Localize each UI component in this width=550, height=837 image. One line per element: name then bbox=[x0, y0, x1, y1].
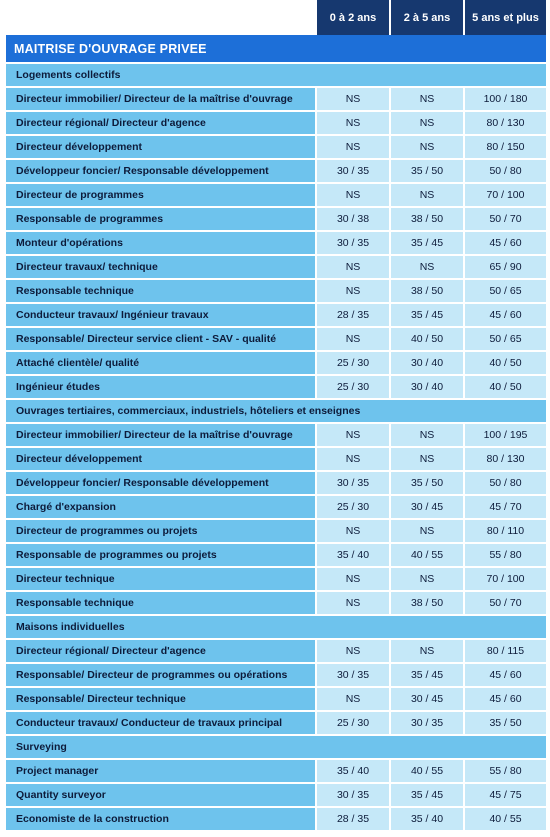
job-title-cell: Quantity surveyor bbox=[6, 782, 315, 806]
salary-range-cell: 50 / 80 bbox=[463, 470, 546, 494]
salary-range-cell: 50 / 80 bbox=[463, 158, 546, 182]
section-header-row bbox=[6, 614, 546, 638]
table-row bbox=[6, 302, 546, 326]
salary-range-cell: NS bbox=[389, 446, 463, 470]
salary-range-cell: 35 / 50 bbox=[463, 710, 546, 734]
salary-range-cell: 45 / 75 bbox=[463, 782, 546, 806]
table-row bbox=[6, 86, 546, 110]
job-title-cell: Responsable technique bbox=[6, 590, 315, 614]
table-row bbox=[6, 806, 546, 830]
salary-range-cell: NS bbox=[389, 182, 463, 206]
salary-range-cell: 35 / 45 bbox=[389, 302, 463, 326]
salary-range-cell: 40 / 50 bbox=[463, 350, 546, 374]
salary-range-cell: 30 / 40 bbox=[389, 374, 463, 398]
salary-range-cell: 80 / 130 bbox=[463, 446, 546, 470]
salary-range-cell: 45 / 70 bbox=[463, 494, 546, 518]
job-title-cell: Développeur foncier/ Responsable développement bbox=[6, 470, 315, 494]
table-row bbox=[6, 374, 546, 398]
salary-range-cell: 35 / 50 bbox=[389, 158, 463, 182]
job-title-cell: Directeur de programmes ou projets bbox=[6, 518, 315, 542]
salary-range-cell: 40 / 55 bbox=[389, 542, 463, 566]
salary-range-cell: 30 / 35 bbox=[315, 662, 389, 686]
table-body bbox=[6, 35, 546, 830]
job-title-cell: Directeur régional/ Directeur d'agence bbox=[6, 638, 315, 662]
salary-range-cell: NS bbox=[315, 518, 389, 542]
salary-range-cell: 50 / 65 bbox=[463, 278, 546, 302]
job-title-cell: Conducteur travaux/ Ingénieur travaux bbox=[6, 302, 315, 326]
salary-range-cell: 40 / 50 bbox=[463, 374, 546, 398]
salary-range-cell: NS bbox=[315, 590, 389, 614]
job-title-cell: Directeur de programmes bbox=[6, 182, 315, 206]
section-header-row bbox=[6, 734, 546, 758]
job-title-cell: Directeur développement bbox=[6, 446, 315, 470]
salary-range-cell: NS bbox=[389, 110, 463, 134]
table-row bbox=[6, 110, 546, 134]
column-header-row bbox=[6, 0, 546, 35]
salary-range-cell: 25 / 30 bbox=[315, 494, 389, 518]
salary-range-cell: 35 / 45 bbox=[389, 230, 463, 254]
salary-range-cell: NS bbox=[389, 566, 463, 590]
column-header-5-plus: 5 ans et plus bbox=[463, 0, 546, 35]
salary-range-cell: NS bbox=[389, 86, 463, 110]
section-title: Ouvrages tertiaires, commerciaux, industriels, hôteliers et enseignes bbox=[6, 398, 546, 422]
salary-range-cell: 45 / 60 bbox=[463, 230, 546, 254]
job-title-cell: Directeur immobilier/ Directeur de la maîtrise d'ouvrage bbox=[6, 422, 315, 446]
salary-range-cell: 25 / 30 bbox=[315, 374, 389, 398]
table-row bbox=[6, 686, 546, 710]
salary-range-cell: 40 / 50 bbox=[389, 326, 463, 350]
column-header-2-5: 2 à 5 ans bbox=[389, 0, 463, 35]
salary-range-cell: NS bbox=[315, 686, 389, 710]
table-row bbox=[6, 182, 546, 206]
job-title-cell: Développeur foncier/ Responsable développement bbox=[6, 158, 315, 182]
salary-range-cell: 50 / 65 bbox=[463, 326, 546, 350]
salary-range-cell: 35 / 40 bbox=[389, 806, 463, 830]
salary-range-cell: 35 / 40 bbox=[315, 758, 389, 782]
salary-range-cell: NS bbox=[389, 254, 463, 278]
salary-range-cell: NS bbox=[315, 638, 389, 662]
job-title-cell: Responsable de programmes ou projets bbox=[6, 542, 315, 566]
salary-range-cell: 45 / 60 bbox=[463, 302, 546, 326]
table-row bbox=[6, 254, 546, 278]
table-title-row bbox=[6, 35, 546, 62]
job-title-cell: Responsable/ Directeur technique bbox=[6, 686, 315, 710]
table-title: MAITRISE D'OUVRAGE PRIVEE bbox=[6, 35, 546, 62]
salary-range-cell: 50 / 70 bbox=[463, 590, 546, 614]
salary-range-cell: 30 / 45 bbox=[389, 494, 463, 518]
job-title-cell: Directeur immobilier/ Directeur de la maîtrise d'ouvrage bbox=[6, 86, 315, 110]
job-title-cell: Directeur régional/ Directeur d'agence bbox=[6, 110, 315, 134]
salary-range-cell: 30 / 35 bbox=[315, 158, 389, 182]
job-title-cell: Attaché clientèle/ qualité bbox=[6, 350, 315, 374]
section-title: Logements collectifs bbox=[6, 62, 546, 86]
salary-range-cell: 80 / 150 bbox=[463, 134, 546, 158]
job-title-cell: Responsable technique bbox=[6, 278, 315, 302]
job-title-cell: Responsable de programmes bbox=[6, 206, 315, 230]
salary-range-cell: 55 / 80 bbox=[463, 542, 546, 566]
salary-range-cell: NS bbox=[389, 518, 463, 542]
salary-range-cell: 28 / 35 bbox=[315, 302, 389, 326]
job-title-cell: Directeur développement bbox=[6, 134, 315, 158]
salary-range-cell: 40 / 55 bbox=[463, 806, 546, 830]
salary-range-cell: 70 / 100 bbox=[463, 566, 546, 590]
table-row bbox=[6, 782, 546, 806]
salary-range-cell: 38 / 50 bbox=[389, 206, 463, 230]
table-row bbox=[6, 326, 546, 350]
salary-range-cell: 35 / 40 bbox=[315, 542, 389, 566]
job-title-cell: Responsable/ Directeur service client - SAV - qualité bbox=[6, 326, 315, 350]
salary-range-cell: NS bbox=[315, 326, 389, 350]
salary-range-cell: NS bbox=[315, 182, 389, 206]
salary-range-cell: 30 / 40 bbox=[389, 350, 463, 374]
salary-range-cell: NS bbox=[315, 566, 389, 590]
salary-range-cell: NS bbox=[315, 110, 389, 134]
job-title-cell: Monteur d'opérations bbox=[6, 230, 315, 254]
salary-range-cell: 30 / 38 bbox=[315, 206, 389, 230]
table-row bbox=[6, 446, 546, 470]
salary-range-cell: NS bbox=[389, 134, 463, 158]
salary-range-cell: 30 / 35 bbox=[315, 230, 389, 254]
salary-range-cell: 38 / 50 bbox=[389, 590, 463, 614]
job-title-cell: Chargé d'expansion bbox=[6, 494, 315, 518]
salary-range-cell: 30 / 35 bbox=[315, 470, 389, 494]
salary-range-cell: 100 / 195 bbox=[463, 422, 546, 446]
salary-range-cell: 55 / 80 bbox=[463, 758, 546, 782]
salary-table bbox=[6, 0, 546, 830]
salary-range-cell: 100 / 180 bbox=[463, 86, 546, 110]
salary-range-cell: NS bbox=[389, 422, 463, 446]
table-row bbox=[6, 278, 546, 302]
salary-range-cell: 40 / 55 bbox=[389, 758, 463, 782]
table-row bbox=[6, 638, 546, 662]
job-title-cell: Project manager bbox=[6, 758, 315, 782]
table-row bbox=[6, 470, 546, 494]
header-blank-cell bbox=[6, 0, 315, 35]
job-title-cell: Conducteur travaux/ Conducteur de travaux principal bbox=[6, 710, 315, 734]
salary-range-cell: 80 / 115 bbox=[463, 638, 546, 662]
job-title-cell: Directeur technique bbox=[6, 566, 315, 590]
section-header-row bbox=[6, 62, 546, 86]
salary-range-cell: NS bbox=[315, 422, 389, 446]
salary-range-cell: NS bbox=[315, 254, 389, 278]
salary-range-cell: 30 / 45 bbox=[389, 686, 463, 710]
salary-range-cell: 35 / 50 bbox=[389, 470, 463, 494]
table-row bbox=[6, 710, 546, 734]
salary-range-cell: 38 / 50 bbox=[389, 278, 463, 302]
salary-range-cell: NS bbox=[315, 86, 389, 110]
salary-range-cell: 30 / 35 bbox=[389, 710, 463, 734]
salary-range-cell: 28 / 35 bbox=[315, 806, 389, 830]
salary-range-cell: 45 / 60 bbox=[463, 662, 546, 686]
table-row bbox=[6, 518, 546, 542]
salary-range-cell: NS bbox=[315, 278, 389, 302]
salary-range-cell: 65 / 90 bbox=[463, 254, 546, 278]
salary-range-cell: 50 / 70 bbox=[463, 206, 546, 230]
table-row bbox=[6, 494, 546, 518]
table-row bbox=[6, 662, 546, 686]
salary-range-cell: 80 / 110 bbox=[463, 518, 546, 542]
section-header-row bbox=[6, 398, 546, 422]
table-row bbox=[6, 566, 546, 590]
salary-range-cell: 35 / 45 bbox=[389, 662, 463, 686]
salary-range-cell: 30 / 35 bbox=[315, 782, 389, 806]
salary-range-cell: 25 / 30 bbox=[315, 710, 389, 734]
job-title-cell: Ingénieur études bbox=[6, 374, 315, 398]
section-title: Maisons individuelles bbox=[6, 614, 546, 638]
section-title: Surveying bbox=[6, 734, 546, 758]
table-row bbox=[6, 758, 546, 782]
table-row bbox=[6, 422, 546, 446]
salary-range-cell: NS bbox=[315, 446, 389, 470]
table-row bbox=[6, 134, 546, 158]
salary-range-cell: NS bbox=[315, 134, 389, 158]
salary-range-cell: NS bbox=[389, 638, 463, 662]
salary-range-cell: 70 / 100 bbox=[463, 182, 546, 206]
salary-range-cell: 35 / 45 bbox=[389, 782, 463, 806]
salary-range-cell: 80 / 130 bbox=[463, 110, 546, 134]
table-row bbox=[6, 230, 546, 254]
job-title-cell: Economiste de la construction bbox=[6, 806, 315, 830]
table-row bbox=[6, 590, 546, 614]
job-title-cell: Responsable/ Directeur de programmes ou opérations bbox=[6, 662, 315, 686]
table-row bbox=[6, 206, 546, 230]
column-header-0-2: 0 à 2 ans bbox=[315, 0, 389, 35]
salary-range-cell: 25 / 30 bbox=[315, 350, 389, 374]
job-title-cell: Directeur travaux/ technique bbox=[6, 254, 315, 278]
salary-range-cell: 45 / 60 bbox=[463, 686, 546, 710]
table-row bbox=[6, 350, 546, 374]
table-row bbox=[6, 158, 546, 182]
table-row bbox=[6, 542, 546, 566]
